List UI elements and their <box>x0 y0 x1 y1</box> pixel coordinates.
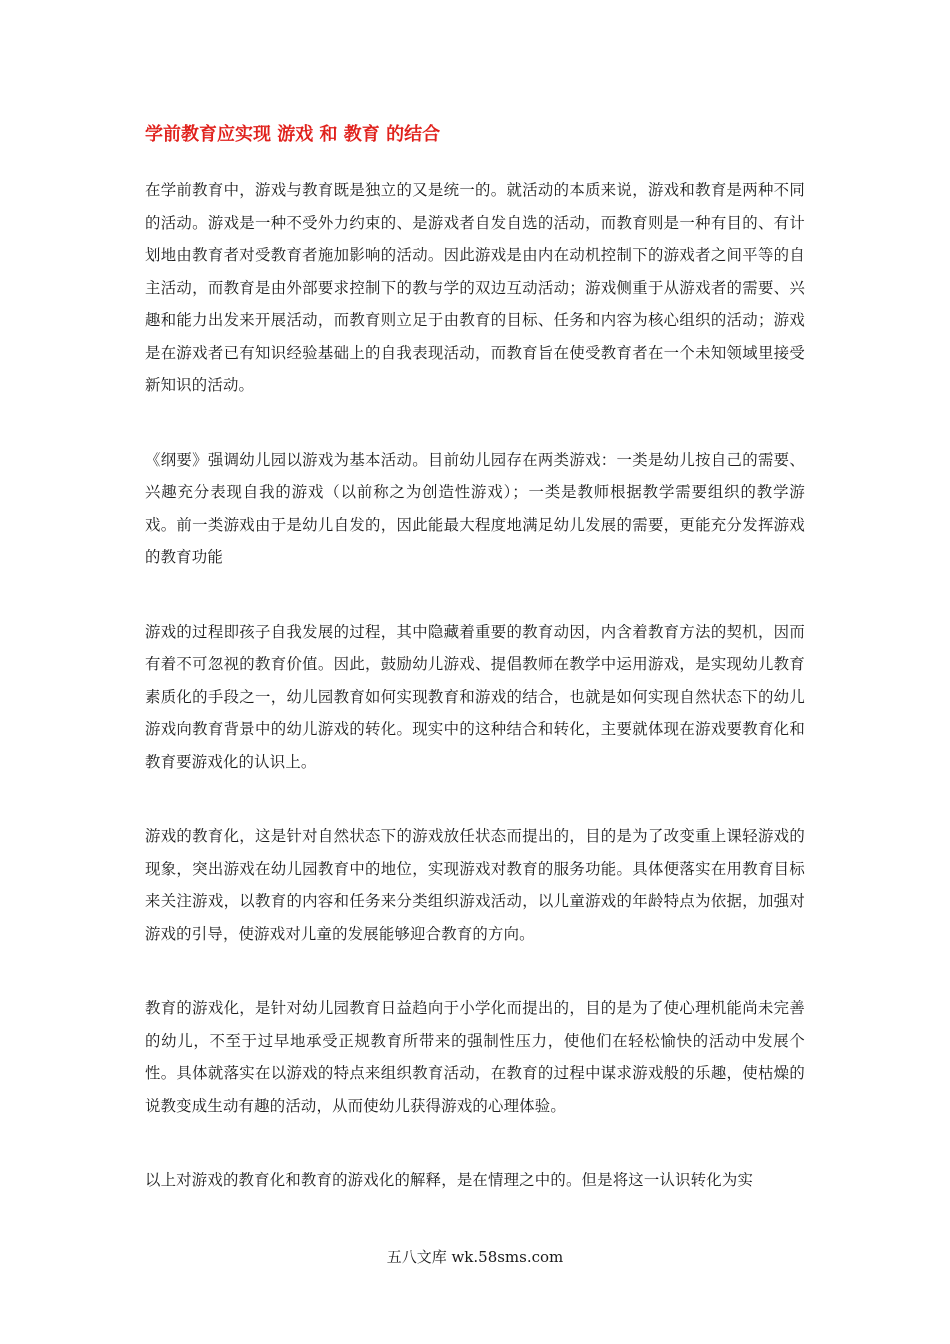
document-page <box>145 120 805 1197</box>
document-title: 学前教育应实现 游戏 和 教育 的结合 <box>145 124 441 145</box>
paragraph-3: 游戏的过程即孩子自我发展的过程，其中隐藏着重要的教育动因，内含着教育方法的契机，因而有着不可忽视的教育价值。因此，鼓励幼儿游戏、提倡教师在教学中运用游戏，是实现幼儿教育素质化的手段之一，幼儿园教育如何实现教育和游戏的结合，也就是如何实现自然状态下的幼儿游戏向教育背景中的幼儿游戏的转化。现实中的这种结合和转化，主要就体现在游戏要教育化和教育要游戏化的认识上。 <box>145 622 805 771</box>
paragraph-4: 游戏的教育化，这是针对自然状态下的游戏放任状态而提出的，目的是为了改变重上课轻游戏的现象，突出游戏在幼儿园教育中的地位，实现游戏对教育的服务功能。具体便落实在用教育目标来关注游戏，以教育的内容和任务来分类组织游戏活动，以儿童游戏的年龄特点为依据，加强对游戏的引导，使游戏对儿童的发展能够迎合教育的方向。 <box>145 827 805 943</box>
paragraph-5: 教育的游戏化，是针对幼儿园教育日益趋向于小学化而提出的，目的是为了使心理机能尚未完善的幼儿，不至于过早地承受正规教育所带来的强制性压力，使他们在轻松愉快的活动中发展个性。具体就落实在以游戏的特点来组织教育活动，在教育的过程中谋求游戏般的乐趣，使枯燥的说教变成生动有趣的活动，从而使幼儿获得游戏的心理体验。 <box>145 999 805 1115</box>
paragraph-2: 《纲要》强调幼儿园以游戏为基本活动。目前幼儿园存在两类游戏：一类是幼儿按自己的需要、兴趣充分表现自我的游戏（以前称之为创造性游戏）；一类是教师根据教学需要组织的教学游戏。前一类游戏由于是幼儿自发的，因此能最大程度地满足幼儿发展的需要，更能充分发挥游戏的教育功能 <box>145 450 805 566</box>
page-footer: 五八文库 wk.58sms.com <box>386 1248 564 1266</box>
paragraph-1: 在学前教育中，游戏与教育既是独立的又是统一的。就活动的本质来说，游戏和教育是两种不同的活动。游戏是一种不受外力约束的、是游戏者自发自选的活动，而教育则是一种有目的、有计划地由教育者对受教育者施加影响的活动。因此游戏是由内在动机控制下的游戏者之间平等的自主活动，而教育是由外部要求控制下的教与学的双边互动活动；游戏侧重于从游戏者的需要、兴趣和能力出发来开展活动，而教育则立足于由教育的目标、任务和内容为核心组织的活动；游戏是在游戏者已有知识经验基础上的自我表现活动，而教育旨在使受教育者在一个未知领域里接受新知识的活动。 <box>145 181 805 394</box>
paragraph-6: 以上对游戏的教育化和教育的游戏化的解释，是在情理之中的。但是将这一认识转化为实 <box>145 1171 754 1189</box>
